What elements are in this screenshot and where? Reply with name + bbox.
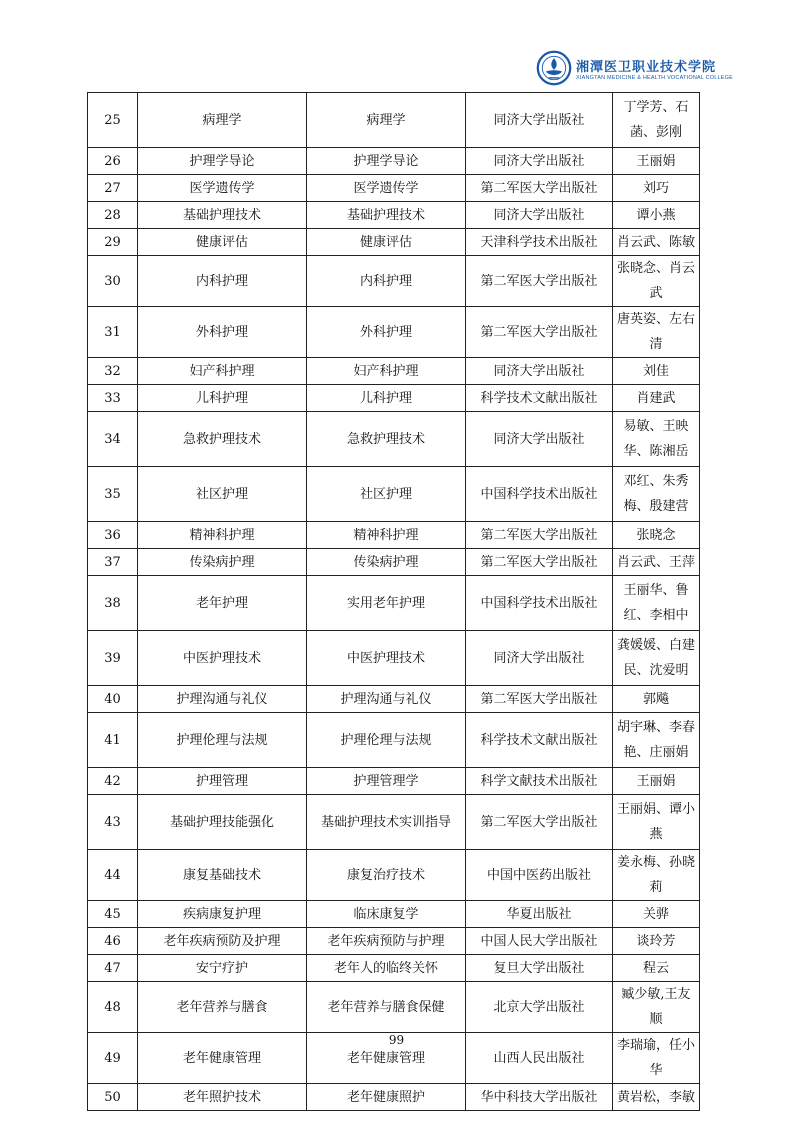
- textbook-title: 内科护理: [307, 256, 466, 307]
- row-number: 38: [88, 576, 138, 631]
- course-name: 基础护理技术: [138, 202, 307, 229]
- publisher-name: 中国科学技术出版社: [466, 576, 613, 631]
- editor-names: 李瑞瑜，任小华: [613, 1033, 700, 1084]
- row-number: 39: [88, 631, 138, 686]
- editor-names: 谈玲芳: [613, 928, 700, 955]
- textbook-title: 病理学: [307, 93, 466, 148]
- school-name-cn: 湘潭医卫职业技术学院: [576, 59, 717, 75]
- publisher-name: 同济大学出版社: [466, 93, 613, 148]
- publisher-name: 第二军医大学出版社: [466, 795, 613, 850]
- textbook-title: 康复治疗技术: [307, 850, 466, 901]
- table-row: [88, 229, 700, 256]
- editor-names: 谭小燕: [613, 202, 700, 229]
- table-row: [88, 901, 700, 928]
- page-number: 99: [388, 1033, 405, 1047]
- publisher-name: 山西人民出版社: [466, 1033, 613, 1084]
- publisher-name: 第二军医大学出版社: [466, 549, 613, 576]
- course-name: 医学遗传学: [138, 175, 307, 202]
- table-row: [88, 467, 700, 522]
- table-row: [88, 202, 700, 229]
- editor-names: 肖建武: [613, 385, 700, 412]
- editor-names: 丁学芳、石菡、彭刚: [613, 93, 700, 148]
- row-number: 26: [88, 148, 138, 175]
- table-row: [88, 982, 700, 1033]
- publisher-name: 第二军医大学出版社: [466, 256, 613, 307]
- table-row: [88, 768, 700, 795]
- table-row: [88, 175, 700, 202]
- course-name: 护理学导论: [138, 148, 307, 175]
- course-name: 护理伦理与法规: [138, 713, 307, 768]
- row-number: 33: [88, 385, 138, 412]
- row-number: 50: [88, 1084, 138, 1111]
- row-number: 40: [88, 686, 138, 713]
- publisher-name: 第二军医大学出版社: [466, 175, 613, 202]
- college-emblem-icon: [536, 50, 572, 86]
- editor-names: 王丽娟: [613, 148, 700, 175]
- publisher-name: 中国中医药出版社: [466, 850, 613, 901]
- row-number: 36: [88, 522, 138, 549]
- textbook-title: 妇产科护理: [307, 358, 466, 385]
- course-name: 基础护理技能强化: [138, 795, 307, 850]
- course-name: 老年健康管理: [138, 1033, 307, 1084]
- course-name: 健康评估: [138, 229, 307, 256]
- table-row: [88, 522, 700, 549]
- textbook-title: 护理沟通与礼仪: [307, 686, 466, 713]
- course-name: 病理学: [138, 93, 307, 148]
- editor-names: 王丽华、鲁红、李相中: [613, 576, 700, 631]
- table-row: [88, 256, 700, 307]
- publisher-name: 第二军医大学出版社: [466, 686, 613, 713]
- editor-names: 刘巧: [613, 175, 700, 202]
- row-number: 46: [88, 928, 138, 955]
- textbook-title: 外科护理: [307, 307, 466, 358]
- course-name: 康复基础技术: [138, 850, 307, 901]
- textbook-title: 社区护理: [307, 467, 466, 522]
- course-name: 儿科护理: [138, 385, 307, 412]
- table-row: [88, 713, 700, 768]
- textbook-title: 老年营养与膳食保健: [307, 982, 466, 1033]
- course-name: 老年疾病预防及护理: [138, 928, 307, 955]
- table-row: [88, 412, 700, 467]
- table-row: [88, 795, 700, 850]
- row-number: 45: [88, 901, 138, 928]
- editor-names: 程云: [613, 955, 700, 982]
- row-number: 44: [88, 850, 138, 901]
- textbook-title: 护理管理学: [307, 768, 466, 795]
- table-row: [88, 686, 700, 713]
- course-name: 传染病护理: [138, 549, 307, 576]
- course-name: 妇产科护理: [138, 358, 307, 385]
- editor-names: 王丽娟、谭小燕: [613, 795, 700, 850]
- publisher-name: 科学文献技术出版社: [466, 768, 613, 795]
- textbook-title: 精神科护理: [307, 522, 466, 549]
- textbook-title: 急救护理技术: [307, 412, 466, 467]
- textbook-table: [87, 92, 700, 1111]
- editor-names: 唐英姿、左右清: [613, 307, 700, 358]
- row-number: 25: [88, 93, 138, 148]
- course-name: 疾病康复护理: [138, 901, 307, 928]
- publisher-name: 复旦大学出版社: [466, 955, 613, 982]
- textbook-title: 中医护理技术: [307, 631, 466, 686]
- editor-names: 郭飚: [613, 686, 700, 713]
- course-name: 护理管理: [138, 768, 307, 795]
- course-name: 中医护理技术: [138, 631, 307, 686]
- table-row: [88, 850, 700, 901]
- textbook-title: 老年疾病预防与护理: [307, 928, 466, 955]
- course-name: 精神科护理: [138, 522, 307, 549]
- textbook-title: 基础护理技术实训指导: [307, 795, 466, 850]
- editor-names: 臧少敏,王友顺: [613, 982, 700, 1033]
- publisher-name: 中国人民大学出版社: [466, 928, 613, 955]
- course-name: 安宁疗护: [138, 955, 307, 982]
- textbook-title: 儿科护理: [307, 385, 466, 412]
- row-number: 48: [88, 982, 138, 1033]
- college-logo: [536, 47, 734, 89]
- table-row: [88, 955, 700, 982]
- textbook-title: 实用老年护理: [307, 576, 466, 631]
- course-name: 老年营养与膳食: [138, 982, 307, 1033]
- row-number: 35: [88, 467, 138, 522]
- row-number: 28: [88, 202, 138, 229]
- editor-names: 姜永梅、孙晓莉: [613, 850, 700, 901]
- table-row: [88, 93, 700, 148]
- row-number: 37: [88, 549, 138, 576]
- table-row: [88, 385, 700, 412]
- row-number: 34: [88, 412, 138, 467]
- editor-names: 关骅: [613, 901, 700, 928]
- table-row: [88, 148, 700, 175]
- textbook-title: 传染病护理: [307, 549, 466, 576]
- publisher-name: 科学技术文献出版社: [466, 713, 613, 768]
- course-name: 老年照护技术: [138, 1084, 307, 1111]
- course-name: 内科护理: [138, 256, 307, 307]
- editor-names: 龚媛媛、白建民、沈爱明: [613, 631, 700, 686]
- row-number: 41: [88, 713, 138, 768]
- textbook-title: 老年健康照护: [307, 1084, 466, 1111]
- table-row: [88, 307, 700, 358]
- row-number: 42: [88, 768, 138, 795]
- textbook-title: 护理学导论: [307, 148, 466, 175]
- table-row: [88, 549, 700, 576]
- publisher-name: 同济大学出版社: [466, 148, 613, 175]
- row-number: 49: [88, 1033, 138, 1084]
- row-number: 29: [88, 229, 138, 256]
- course-name: 社区护理: [138, 467, 307, 522]
- textbook-title: 基础护理技术: [307, 202, 466, 229]
- row-number: 47: [88, 955, 138, 982]
- course-name: 急救护理技术: [138, 412, 307, 467]
- publisher-name: 同济大学出版社: [466, 358, 613, 385]
- row-number: 27: [88, 175, 138, 202]
- table-row: [88, 631, 700, 686]
- editor-names: 张晓念: [613, 522, 700, 549]
- school-name-en: XIANGTAN MEDICINE & HEALTH VOCATIONAL COLLEGE: [576, 74, 734, 81]
- publisher-name: 第二军医大学出版社: [466, 522, 613, 549]
- publisher-name: 同济大学出版社: [466, 631, 613, 686]
- table-row: [88, 928, 700, 955]
- textbook-title: 老年健康管理: [307, 1033, 466, 1084]
- course-name: 外科护理: [138, 307, 307, 358]
- editor-names: 张晓念、肖云武: [613, 256, 700, 307]
- course-name: 护理沟通与礼仪: [138, 686, 307, 713]
- table-row: [88, 1084, 700, 1111]
- row-number: 32: [88, 358, 138, 385]
- textbook-table-body: [88, 93, 700, 1111]
- textbook-title: 健康评估: [307, 229, 466, 256]
- publisher-name: 第二军医大学出版社: [466, 307, 613, 358]
- editor-names: 肖云武、王萍: [613, 549, 700, 576]
- publisher-name: 华夏出版社: [466, 901, 613, 928]
- row-number: 31: [88, 307, 138, 358]
- publisher-name: 中国科学技术出版社: [466, 467, 613, 522]
- editor-names: 黄岩松，李敏: [613, 1084, 700, 1111]
- table-row: [88, 358, 700, 385]
- publisher-name: 北京大学出版社: [466, 982, 613, 1033]
- editor-names: 邓红、朱秀梅、殷建营: [613, 467, 700, 522]
- table-row: [88, 576, 700, 631]
- publisher-name: 天津科学技术出版社: [466, 229, 613, 256]
- editor-names: 胡宇琳、李春艳、庄丽娟: [613, 713, 700, 768]
- publisher-name: 同济大学出版社: [466, 412, 613, 467]
- textbook-title: 医学遗传学: [307, 175, 466, 202]
- editor-names: 肖云武、陈敏: [613, 229, 700, 256]
- publisher-name: 科学技术文献出版社: [466, 385, 613, 412]
- textbook-title: 老年人的临终关怀: [307, 955, 466, 982]
- publisher-name: 华中科技大学出版社: [466, 1084, 613, 1111]
- publisher-name: 同济大学出版社: [466, 202, 613, 229]
- textbook-title: 护理伦理与法规: [307, 713, 466, 768]
- editor-names: 刘佳: [613, 358, 700, 385]
- textbook-title: 临床康复学: [307, 901, 466, 928]
- row-number: 43: [88, 795, 138, 850]
- row-number: 30: [88, 256, 138, 307]
- course-name: 老年护理: [138, 576, 307, 631]
- editor-names: 王丽娟: [613, 768, 700, 795]
- editor-names: 易敏、王映华、陈湘岳: [613, 412, 700, 467]
